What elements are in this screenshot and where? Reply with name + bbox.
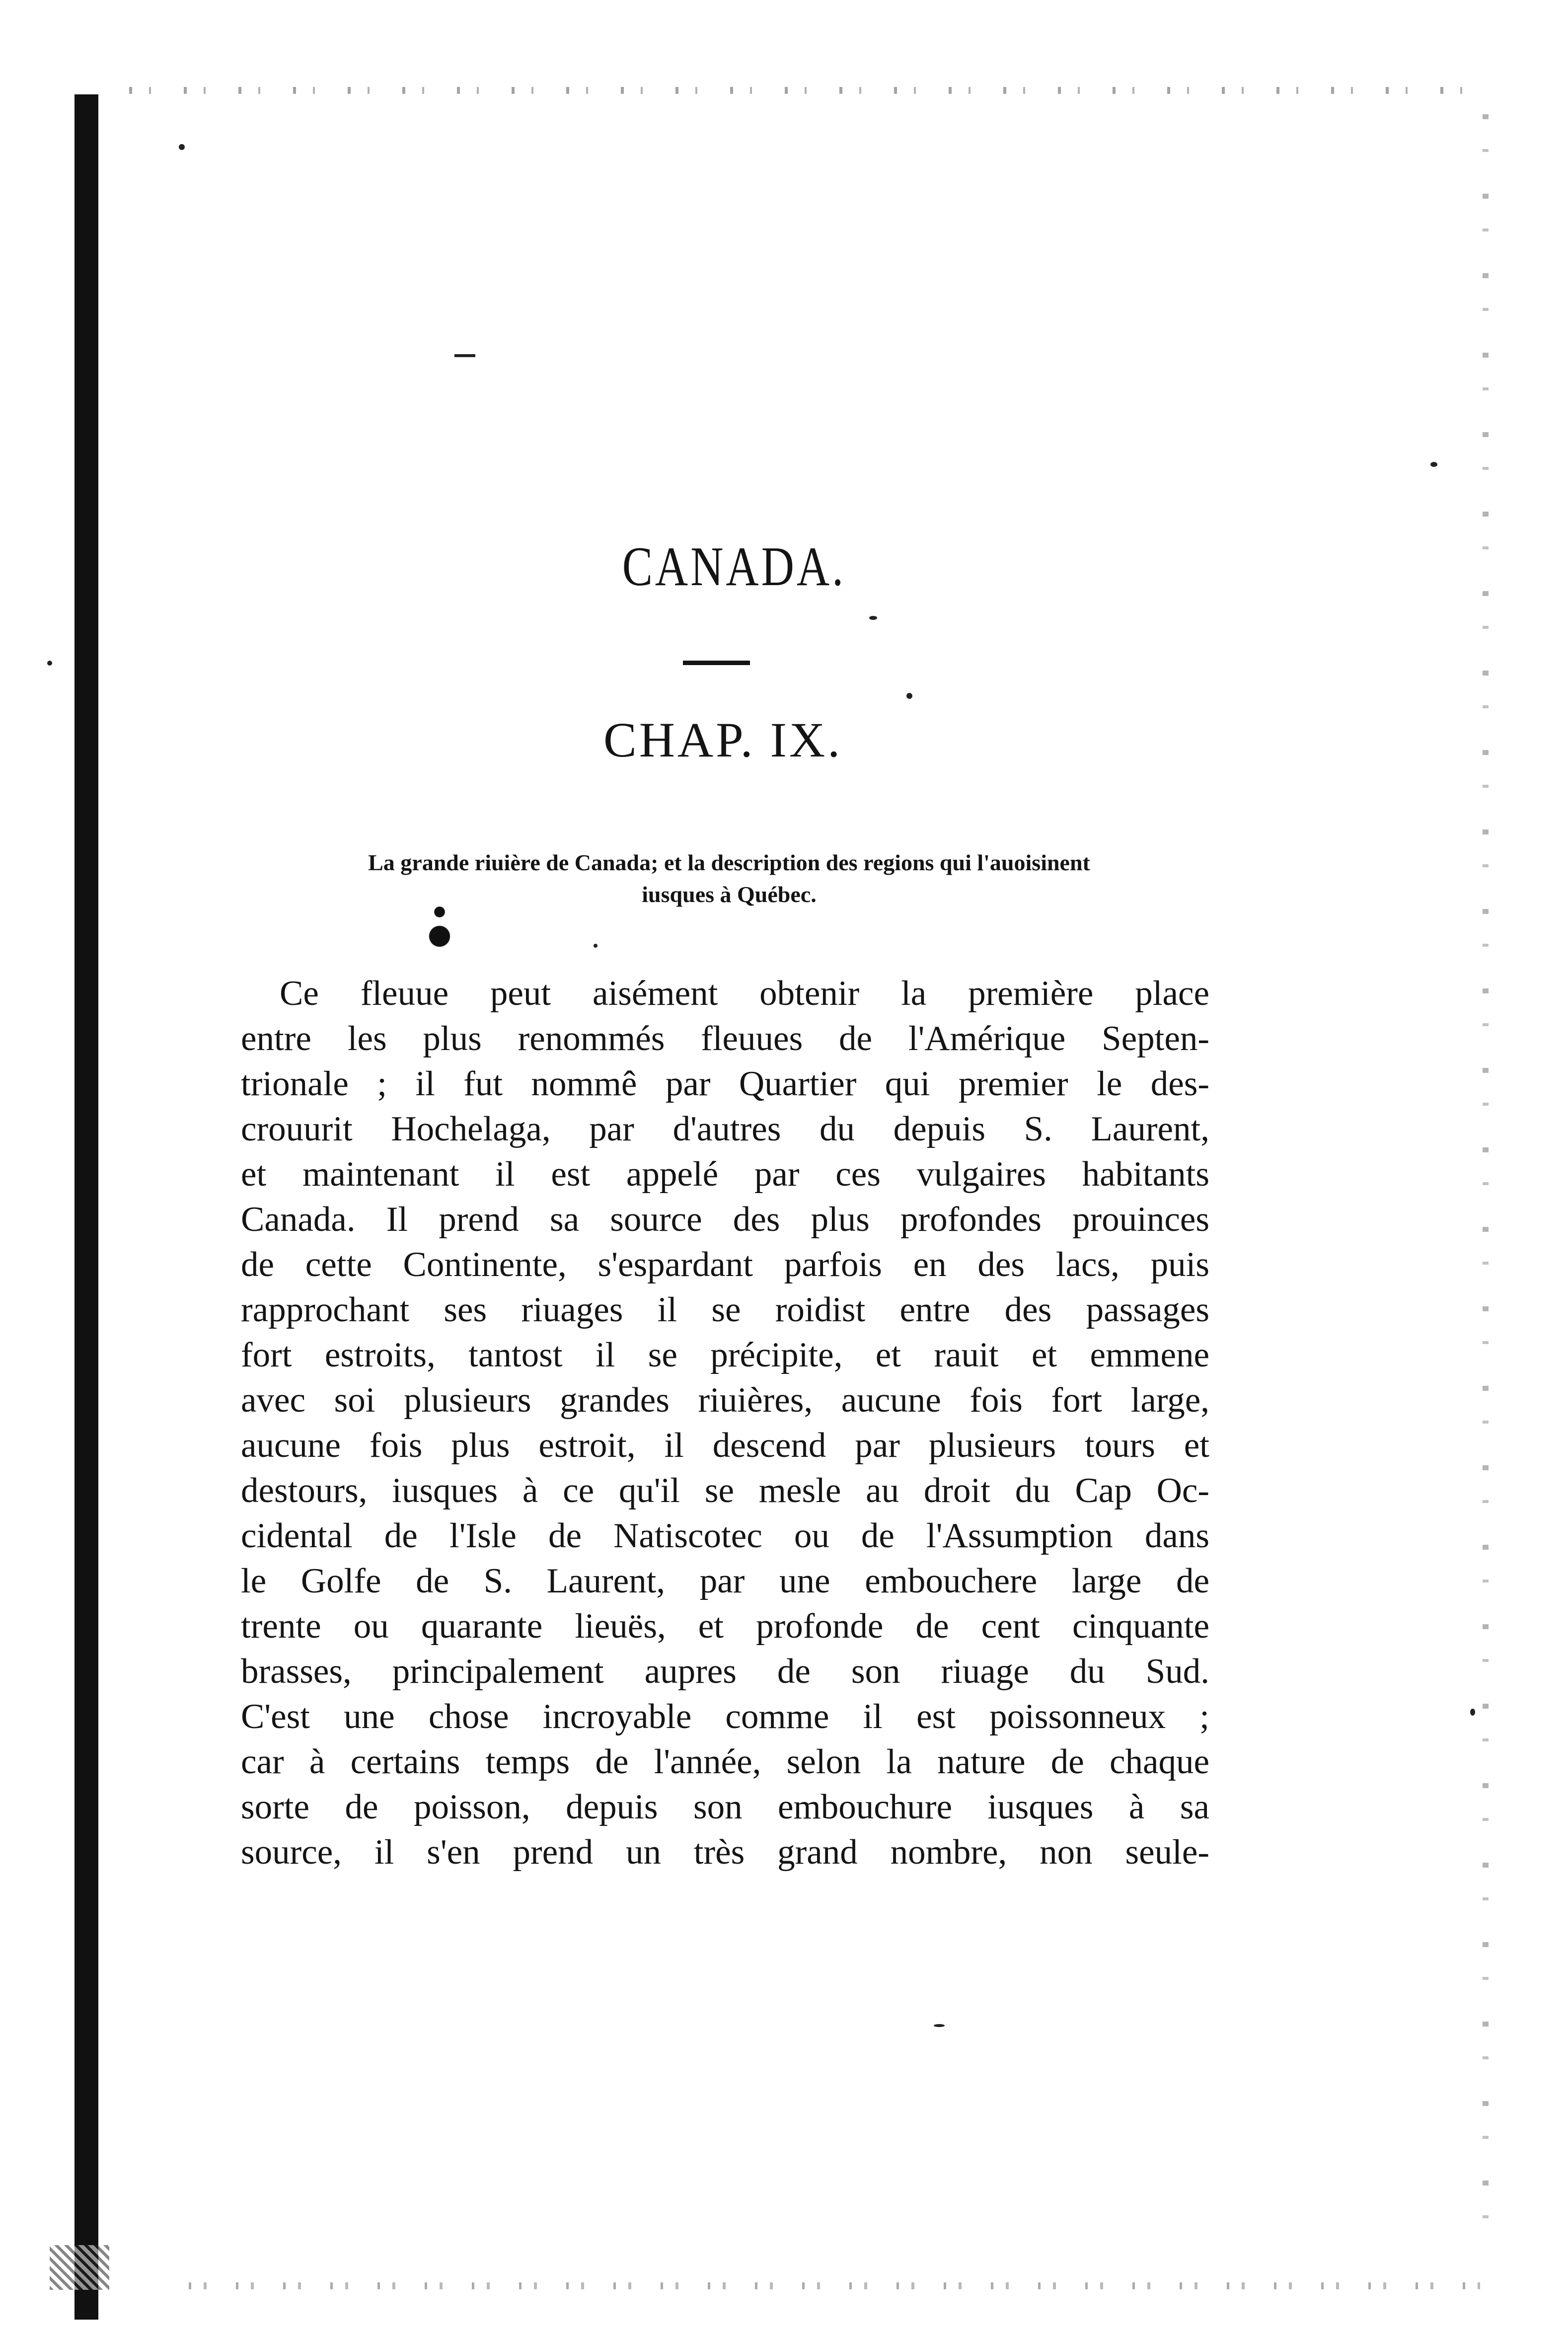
chapter-heading: CHAP. IX.: [603, 712, 843, 767]
body-line: cidental de l'Isle de Natiscotec ou de l'Assumption dans: [241, 1516, 1209, 1555]
body-line: de cette Continente, s'espardant parfois en des lacs, puis: [241, 1245, 1209, 1284]
speck: [47, 661, 52, 666]
body-line: trente ou quarante lieuës, et profonde de cent cinquante: [241, 1607, 1209, 1646]
speck: [1430, 462, 1437, 467]
page-title: [132, 536, 1418, 598]
summary-line: La grande riuière de Canada; et la description des regions qui l'auoisinent: [368, 850, 1090, 875]
bottom-edge-noise: [189, 2282, 1480, 2289]
speck: [869, 616, 877, 620]
speck: [934, 2024, 945, 2027]
stray-mark: [454, 354, 475, 357]
top-edge-noise: [129, 87, 1470, 94]
title-rule: [683, 661, 750, 665]
body-line: sorte de poisson, depuis son embouchure iusques à sa: [241, 1788, 1209, 1826]
body-paragraph: [241, 971, 1209, 1875]
chapter-summary: [237, 847, 1221, 910]
speck: [906, 693, 912, 699]
body-line: Canada. Il prend sa source des plus profondes prouinces: [241, 1200, 1209, 1239]
body-line: avec soi plusieurs grandes riuières, aucune fois fort large,: [241, 1381, 1209, 1420]
summary-line: iusques à Québec.: [642, 882, 817, 907]
speck: [594, 944, 597, 948]
speck: [179, 144, 185, 150]
speck: [1470, 1709, 1475, 1716]
page-title-text: CANADA.: [622, 536, 846, 598]
right-edge-noise: [1483, 114, 1489, 2250]
body-line: aucune fois plus estroit, il descend par plusieurs tours et: [241, 1426, 1209, 1465]
body-line: et maintenant il est appelé par ces vulgaires habitants: [241, 1155, 1209, 1194]
body-line: rapprochant ses riuages il se roidist entre des passages: [241, 1290, 1209, 1329]
body-line: C'est une chose incroyable comme il est poissonneux ;: [241, 1697, 1209, 1736]
body-line: destours, iusques à ce qu'il se mesle au droit du Cap Oc-: [241, 1471, 1209, 1510]
body-line: brasses, principalement aupres de son riuage du Sud.: [241, 1652, 1209, 1691]
body-line: le Golfe de S. Laurent, par une embouchere large de: [241, 1562, 1209, 1600]
binding-wear: [50, 2245, 109, 2290]
body-line: fort estroits, tantost il se précipite, et rauit et emmene: [241, 1336, 1209, 1374]
body-line: entre les plus renommés fleuues de l'Amérique Septen-: [241, 1019, 1209, 1058]
body-line: Ce fleuue peut aisément obtenir la première place: [280, 974, 1209, 1013]
binding-edge: [75, 94, 98, 2320]
body-line: car à certains temps de l'année, selon la nature de chaque: [241, 1742, 1209, 1781]
body-line: source, il s'en prend un très grand nombre, non seule-: [241, 1833, 1209, 1872]
body-line: crouurit Hochelaga, par d'autres du depuis S. Laurent,: [241, 1110, 1209, 1148]
body-line: trionale ; il fut nommê par Quartier qui premier le des-: [241, 1064, 1209, 1103]
ink-blot-ornament: [420, 914, 459, 959]
